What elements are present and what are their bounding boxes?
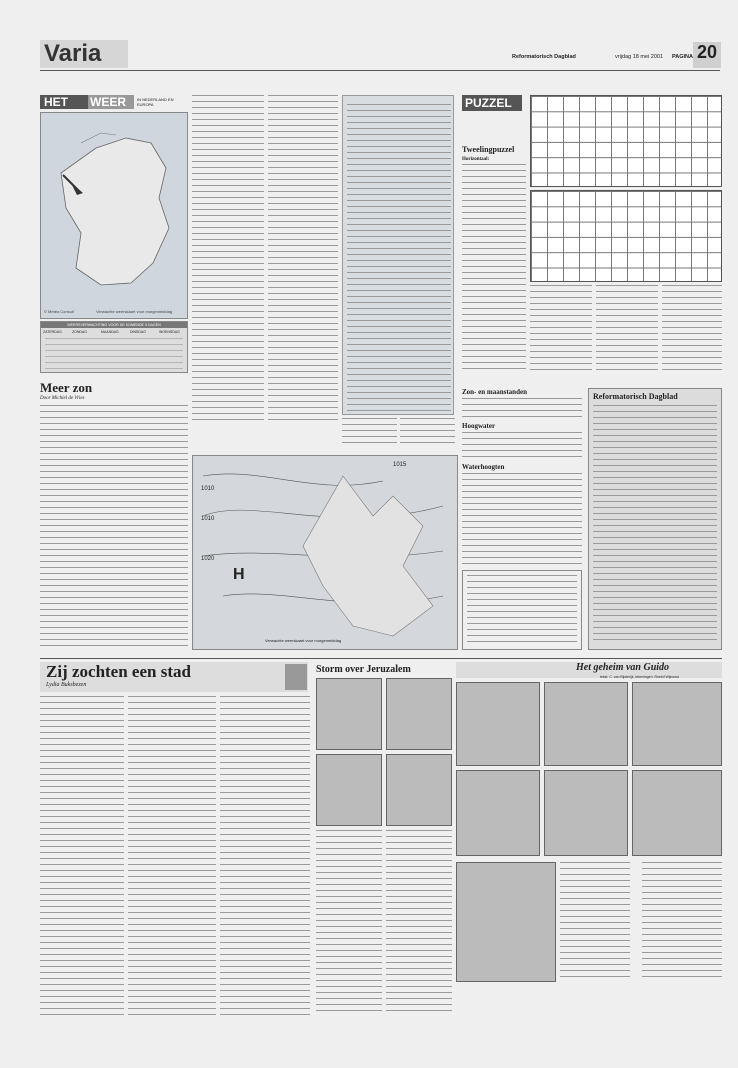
water-text: [462, 473, 582, 565]
weather-credit: © Meteo Consult: [44, 309, 74, 314]
tide-text: [462, 432, 582, 460]
comic-panel: [316, 678, 382, 750]
comic2-panel: [632, 682, 722, 766]
isobar-label: 1020: [201, 556, 215, 562]
puzzle-title: Tweelingpuzzel: [462, 145, 515, 154]
comic-panel: [386, 754, 452, 826]
weather-text-col2: [268, 95, 338, 425]
isobar-label: 1010: [201, 516, 215, 522]
legend-entries: [467, 575, 577, 645]
puzzle-logo: PUZZEL: [465, 96, 512, 110]
comic-panel: [386, 678, 452, 750]
comic-text-col2: [386, 830, 452, 1016]
water-title: Waterhoogten: [462, 463, 505, 471]
puzzle-horizontal-label: Horizontaal:: [462, 157, 490, 162]
sun-moon-text: [462, 398, 582, 418]
comic2-panel: [544, 770, 628, 856]
isobar-label: 1015: [393, 462, 407, 468]
europe-map-caption: Verwachte weerskaart voor morgenmiddag: [265, 638, 342, 643]
comic2-panel-large: [456, 862, 556, 982]
weather-legend: [462, 570, 582, 650]
isobar-label: 1010: [201, 486, 215, 492]
story-illustration: [285, 664, 307, 690]
article-body: [40, 405, 188, 648]
comic2-panel: [456, 682, 540, 766]
netherlands-map: [40, 112, 188, 319]
europe-isobars: [193, 456, 457, 649]
temperature-rows: [347, 104, 451, 412]
page-label: PAGINA: [672, 54, 693, 60]
page-number: 20: [697, 42, 718, 62]
colophon-box: [588, 388, 722, 650]
weather-text-col4: [400, 418, 455, 448]
weather-badge-text-b: WEER: [90, 95, 126, 109]
comic2-panel: [632, 770, 722, 856]
five-day-forecast: [40, 321, 188, 373]
weather-text-col3: [342, 418, 397, 448]
comic-title: Storm over Jeruzalem: [316, 664, 411, 675]
comic2-panel: [544, 682, 628, 766]
crossword-grid-2: [530, 190, 722, 282]
comic2-panel: [456, 770, 540, 856]
forecast-values: [45, 338, 183, 370]
forecast-day: WOENSDAG: [159, 330, 180, 334]
puzzle-clues-col3: [596, 285, 658, 375]
paper-name: Reformatorisch Dagblad: [512, 54, 576, 60]
weather-text-col1: [192, 95, 264, 425]
europe-map: [192, 455, 458, 650]
forecast-day: ZONDAG: [72, 330, 87, 334]
story-author: Lydia Buksbezen: [46, 682, 87, 688]
page-date: vrijdag 18 mei 2001: [615, 54, 664, 60]
story-col1: [40, 696, 124, 1016]
comic2-credit: tekst: C. van Bijsterijk, tekeningen: Roelof Wijnsma: [600, 675, 679, 679]
story-col3: [220, 696, 310, 1016]
netherlands-shape: [41, 113, 187, 318]
section-title: Varia: [44, 40, 102, 67]
forecast-day: MAANDAG: [101, 330, 119, 334]
weather-subtitle: IN NEDERLAND EN EUROPA: [137, 97, 174, 107]
forecast-day: DINSDAG: [130, 330, 146, 334]
story-col2: [128, 696, 216, 1016]
comic2-title: Het geheim van Guido: [576, 662, 670, 673]
comic-text-col1: [316, 830, 382, 1016]
weather-caption: Verwachte weerskaart voor morgenmiddag: [96, 309, 173, 314]
temperature-table: [342, 95, 454, 415]
crossword-grid-1: [530, 95, 722, 187]
story-title: Zij zochten een stad: [46, 662, 191, 681]
weather-badge-text-a: HET: [44, 95, 68, 109]
sun-moon-title: Zon- en maanstanden: [462, 388, 527, 396]
poem-col1: [560, 862, 630, 982]
puzzle-clues-col4: [662, 285, 722, 375]
puzzle-clues-col1: [462, 164, 526, 374]
poem-col2: [642, 862, 722, 982]
header-rule: [40, 70, 720, 71]
colophon-text: [593, 405, 717, 645]
article-byline: Door Michiel de Vries: [40, 396, 85, 401]
comic-panel: [316, 754, 382, 826]
puzzle-clues-col2: [530, 285, 592, 375]
article-title: Meer zon: [40, 380, 93, 395]
section-rule: [40, 658, 722, 659]
forecast-day: ZATERDAG: [43, 330, 62, 334]
forecast-header: WEERSVERWACHTING VOOR DE KOMENDE 5 DAGEN: [41, 322, 187, 328]
high-pressure-label: H: [233, 566, 245, 583]
colophon-title: Reformatorisch Dagblad: [593, 392, 678, 401]
tide-title: Hoogwater: [462, 422, 496, 430]
